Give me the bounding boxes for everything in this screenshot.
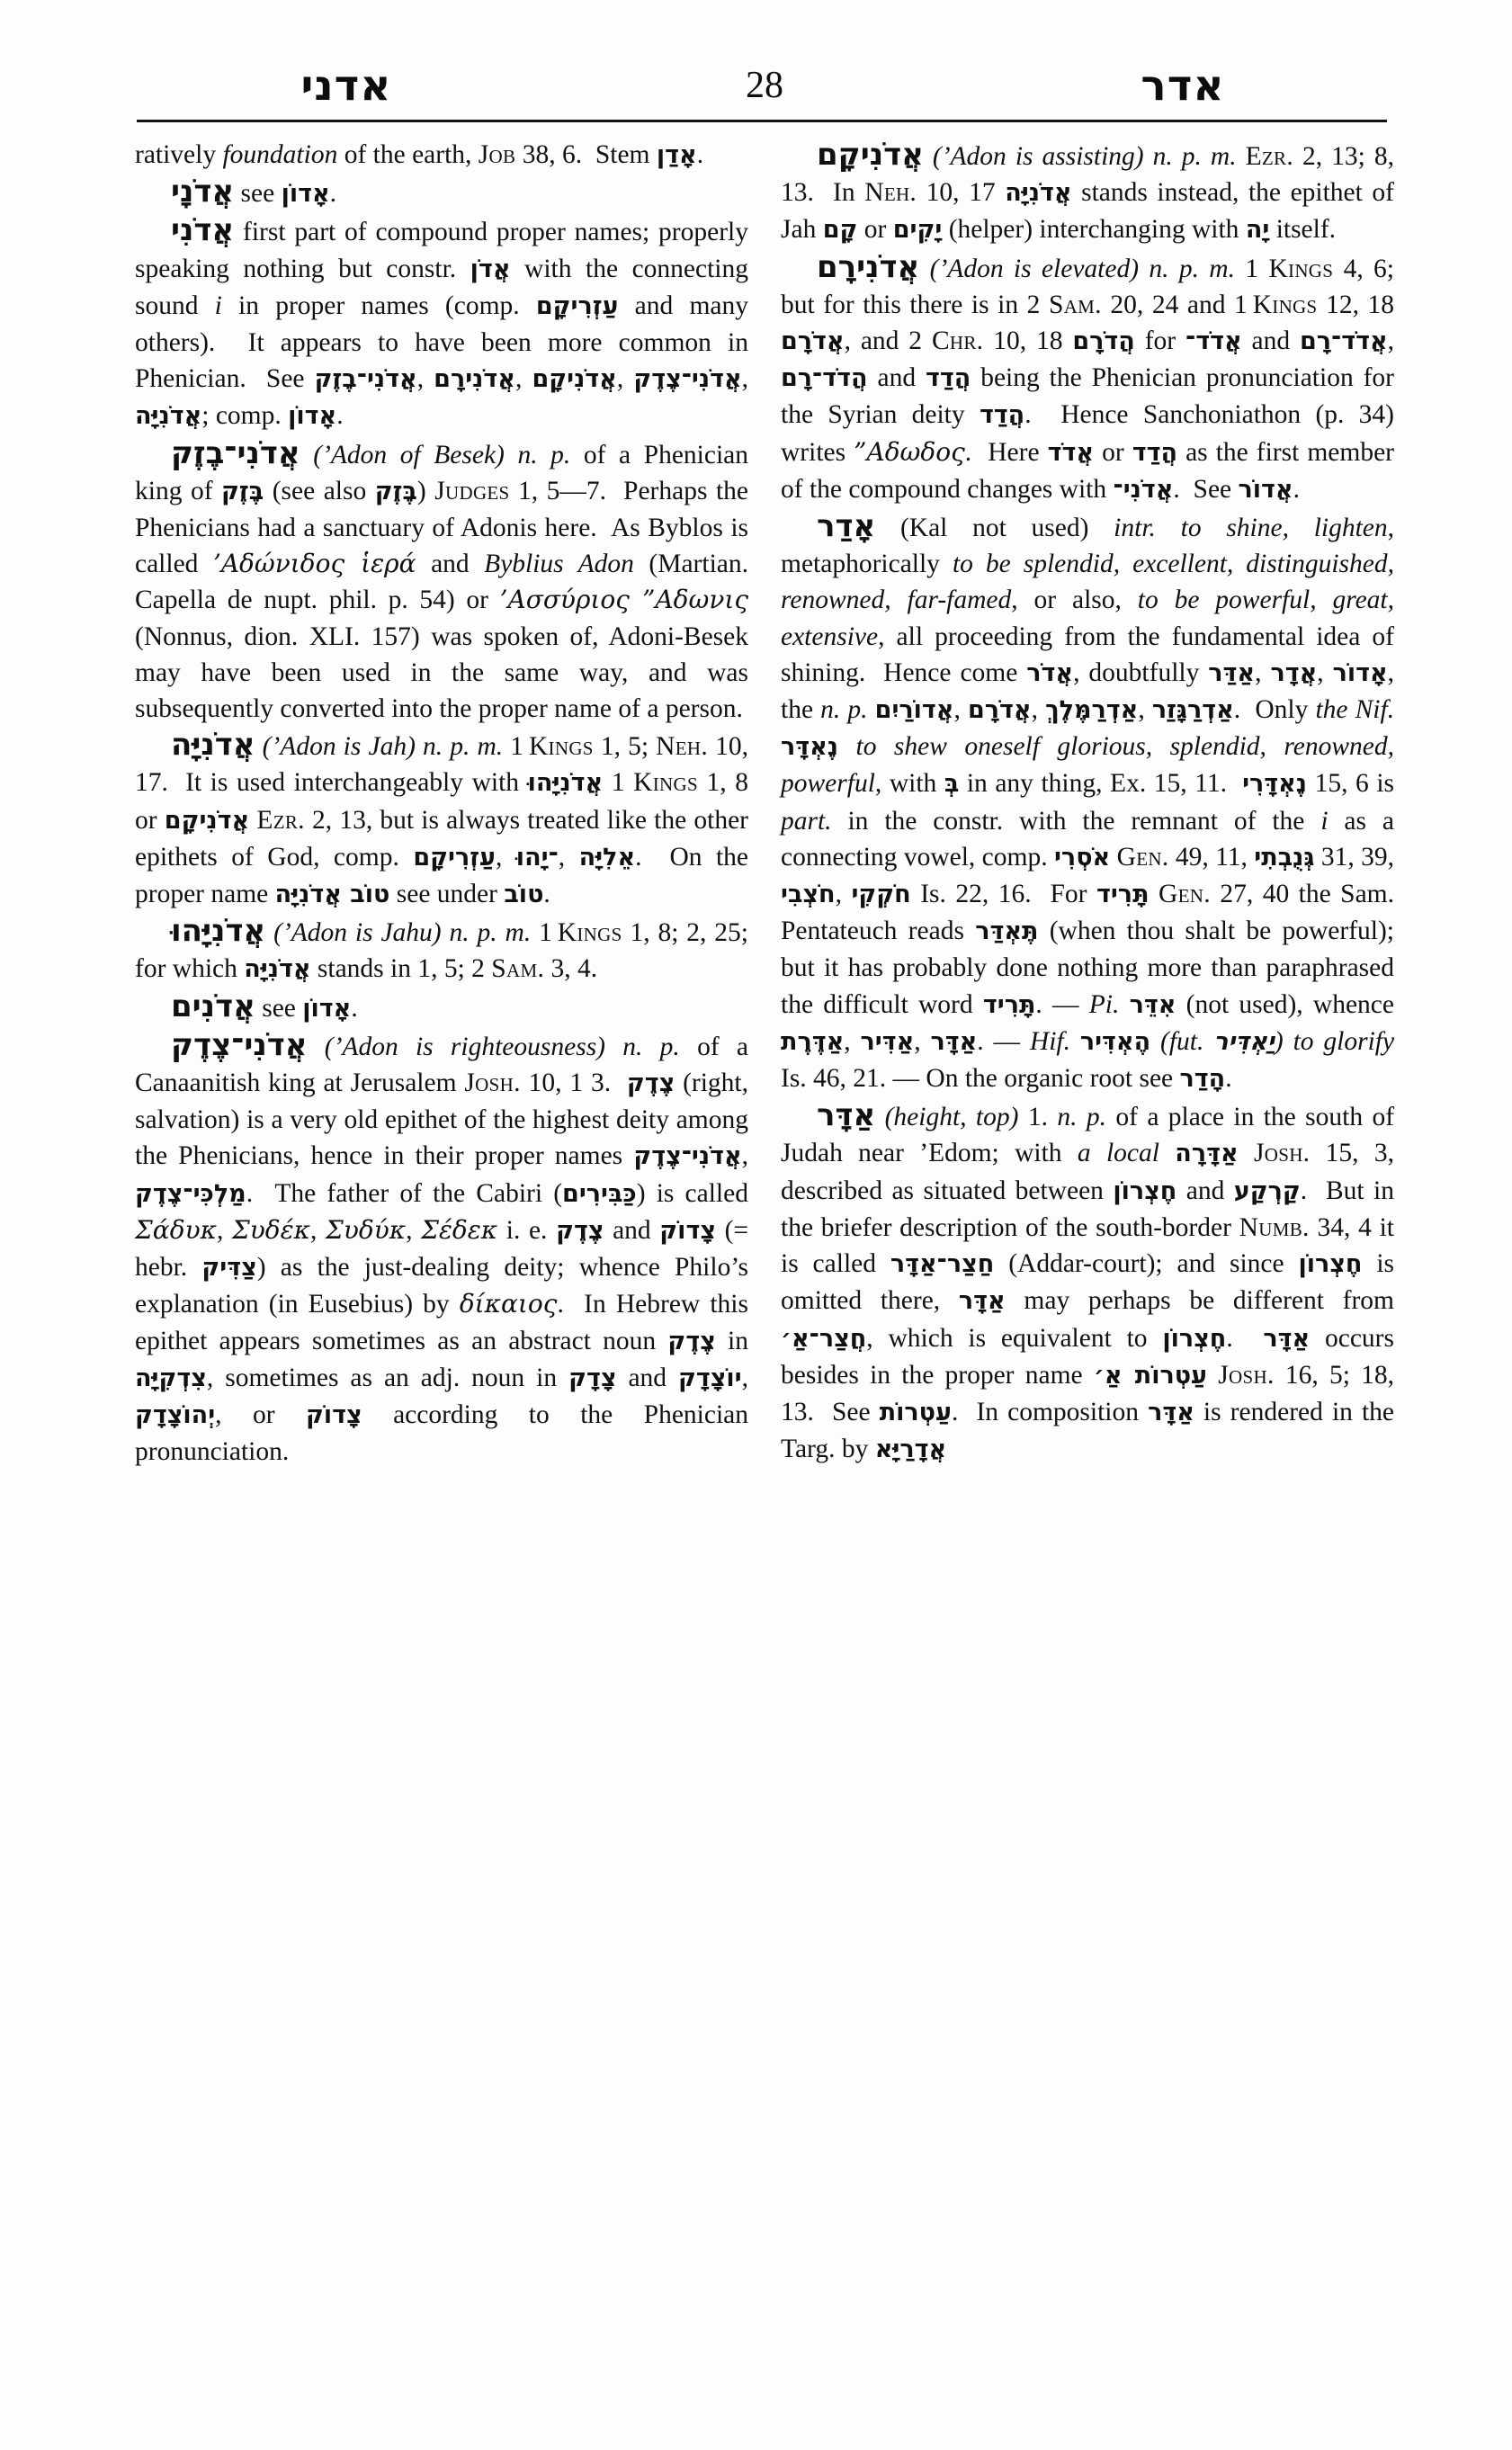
dictionary-entry: אָדַר (Kal not used) intr. to shine, lighten, metaphorically to be splendid, excellent, distinguished, renowned, far-famed, or also, to be powerful, great, extensive, all proceeding from the fundamental idea of shining. Hence come אֲדֹר, doubtfully אַדַּר, אֲדָר, אָדוֹר, the n. p. אֲדוֹרַיִם, אֲדֹרָם, אַדְרַמֶּלֶךְ, אַדְרַגָּזַר. Only the Nif. נֶאְדָּר to shew oneself glorious, splendid, renowned, powerful, with בְּ in any thing, Ex. 15, 11. נֶאְדָּרִי 15, 6 is part. in the constr. with the remnant of the i as a connecting vowel, comp. אֹסְרִי Gen. 49, 11, גְּנֻבְתִי 31, 39, חֹצְבִי, חֹקְקִי Is. 22, 16. For תָּרִיד Gen. 27, 40 the Sam. Pentateuch reads תֶּאְדַּר (when thou shalt be powerful); but it has probably done nothing more than paraphrased the difficult word תָּרִיד. — Pi. אִדֵּר (not used), whence אַדֶּרֶת, אַדִּיר, אַדָּר. — Hif. הֶאְדִּיר (fut. יַאְדִּיר) to glorify Is. 46, 21. — On the organic root see הָדַר. (781, 508, 1395, 1094)
dictionary-entry: אֲדֹנִיקָם (’Adon is assisting) n. p. m. Ezr. 2, 13; 8, 13. In Neh. 10, 17 אֲדֹנִיָּה stands instead, the epithet of Jah קָם or יָקִים (helper) interchanging with יָה itself. (781, 137, 1395, 245)
text-columns (135, 137, 1394, 1470)
dictionary-entry: אֲדֹנִי first part of compound proper names; properly speaking nothing but constr. אֲדֹן with the connecting sound i in proper names (comp. עַזְרִיקָם and many others). It appears to have been more common in Phenician. See אֲדֹנִי־בֶזֶק, אֲדֹנִירָם, אֲדֹנִיקָם, אֲדֹנִי־צֶדֶק, אֲדֹנִיָּה; comp. אָדוֹן. (135, 212, 749, 431)
running-head-right-headword: אדר (1141, 60, 1225, 111)
header-rule (137, 120, 1387, 122)
dictionary-entry: אַדָּר (height, top) 1. n. p. of a place in the south of Judah near ’Edom; with a local אַדָּרָה Josh. 15, 3, described as situated between חֶצְרוֹן and קַרְקַע. But in the briefer description of the south-border Numb. 34, 4 it is called חַצַר־אַדָּר (Addar-court); and since חֶצְרוֹן is omitted there, אַדָּר may perhaps be different from חֲצַר־אַ׳, which is equivalent to חֶצְרוֹן. אַדָּר occurs besides in the proper name עַטְרוֹת אַ׳ Josh. 16, 5; 18, 13. See עַטְרוֹת. In composition אַדָּר is rendered in the Targ. by אֲדָרַיָּא (781, 1097, 1395, 1464)
continued-paragraph: ratively foundation of the earth, Job 38, 6. Stem אָדַן. (135, 140, 704, 169)
dictionary-entry: אֲדֹנִיָּהוּ (’Adon is Jahu) n. p. m. 1 Kings 1, 8; 2, 25; for which אֲדֹנִיָּה stands in 1, 5; 2 Sam. 3, 4. (135, 913, 748, 984)
dictionary-entry: אֲדֹנָי see אָדוֹן. (171, 174, 337, 210)
right-text-column (781, 137, 1394, 1470)
dictionary-entry: אֲדֹנִירָם (’Adon is elevated) n. p. m. 1 Kings 4, 6; but for this there is in 2 Sam. 20, 24 and 1 Kings 12, 18 אֲדֹרָם, and 2 Chr. 10, 18 הֲדֹרָם for אֲדֹד־ and אֲדֹד־רָם, הֲדֹד־רָם and הֲדַד being the Phenician pronunciation for the Syrian deity הֲדַד. Hence Sanchoniathon (p. 34) writes ”Αδωδος. Here אֲדֹד or הֲדַד as the first member of the compound changes with אֲדֹנִי־. See אֲדוֹר. (781, 248, 1395, 504)
dictionary-entry: אֲדֹנִי־בֶזֶק (’Adon of Besek) n. p. of a Phenician king of בֶּזֶק (see also בֶּזֶק) Judges 1, 5—7. Perhaps the Phenicians had a sanctuary of Adonis here. As Byblos is called ’Αδώνιδος ἱερά and Byblius Adon (Martian. Capella de nupt. phil. p. 54) or ’Ασσύριος ”Αδωνις (Nonnus, dion. XLI. 157) was spoken of, Adoni-Besek may have been used in the same way, and was subsequently converted into the proper name of a person. (135, 434, 749, 724)
dictionary-entry: אֲדֹנִי־צֶדֶק (’Adon is righteousness) n. p. of a Canaanitish king at Jerusalem Josh. 10, 1 3. צֶדֶק (right, salvation) is a very old epithet of the highest deity among the Phenicians, hence in their proper names אֲדֹנִי־צֶדֶק, מַלְכִּי־צֶדֶק. The father of the Cabiri (כַּבִּירִים) is called Σάδυκ, Συδέκ, Συδύκ, Σέδεκ i. e. צֶדֶק and צָדוֹק (= hebr. צַדִּיק) as the just-dealing deity; whence Philo’s explanation (in Eusebius) by δίκαιος. In Hebrew this epithet appears sometimes as an abstract noun צֶדֶק in צִדְקִיָּה, sometimes as an adj. noun in צָדָק and יוֹצָדָק, יְהוֹצָדָק, or צָדוֹק according to the Phenician pronunciation. (135, 1026, 749, 1467)
left-text-column (135, 137, 748, 1470)
dictionary-entry: אֲדֹנִים see אָדוֹן. (171, 988, 358, 1024)
dictionary-entry: אֲדֹנִיָּה (’Adon is Jah) n. p. m. 1 Kings 1, 5; Neh. 10, 17. It is used interchangeably with אֲדֹנִיָּהוּ 1 Kings 1, 8 or אֲדֹנִיקָם Ezr. 2, 13, but is always treated like the other epithets of God, comp. עַזְרִיקָם, ־יָהוּ, אֵלִיָּה. On the proper name טוֹב אֲדֹנִיָּה see under טוֹב. (135, 727, 749, 909)
page-number: 28 (746, 65, 783, 106)
running-head-left-headword: אדני (300, 60, 392, 111)
running-head (135, 49, 1394, 121)
